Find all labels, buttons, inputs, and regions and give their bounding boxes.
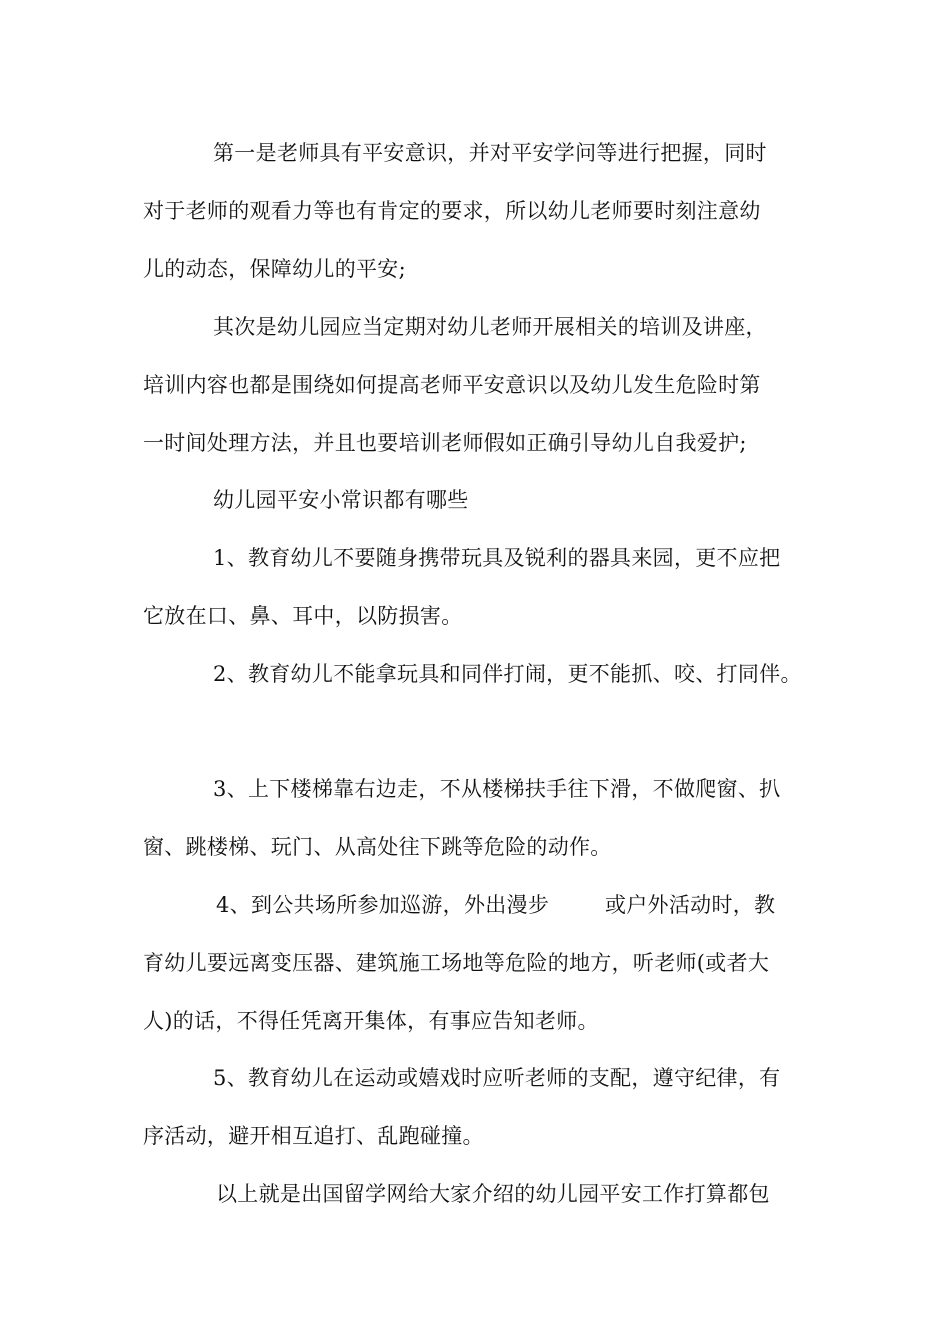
- list-item-line: 窗、跳楼梯、玩门、从高处往下跳等危险的动作。: [143, 835, 612, 859]
- list-item-line: 5、教育幼儿在运动或嬉戏时应听老师的支配，遵守纪律，有: [213, 1066, 781, 1090]
- paragraph-line: 第一是老师具有平安意识，并对平安学问等进行把握，同时: [213, 141, 767, 165]
- list-item-line: 它放在口、鼻、耳中，以防损害。: [143, 604, 463, 628]
- section-heading: 幼儿园平安小常识都有哪些: [213, 488, 469, 512]
- paragraph-line: 一时间处理方法，并且也要培训老师假如正确引导幼儿自我爱护;: [143, 431, 747, 455]
- paragraph-line: 儿的动态，保障幼儿的平安;: [143, 257, 406, 281]
- list-item-line: 人)的话，不得任凭离开集体，有事应告知老师。: [143, 1009, 599, 1033]
- list-item-line: 2、教育幼儿不能拿玩具和同伴打闹，更不能抓、咬、打同伴。: [213, 662, 802, 686]
- list-item-line: 序活动，避开相互追打、乱跑碰撞。: [143, 1124, 484, 1148]
- paragraph-line: 其次是幼儿园应当定期对幼儿老师开展相关的培训及讲座，: [213, 315, 767, 339]
- paragraph-line: 对于老师的观看力等也有肯定的要求，所以幼儿老师要时刻注意幼: [143, 199, 761, 223]
- list-item-line: 育幼儿要远离变压器、建筑施工场地等危险的地方，听老师(或者大: [143, 951, 770, 975]
- list-item-line: 1、教育幼儿不要随身携带玩具及锐利的器具来园，更不应把: [213, 546, 781, 570]
- list-item-line: 4、到公共场所参加巡游，外出漫步 或户外活动时，教: [216, 893, 776, 917]
- list-item-line: 3、上下楼梯靠右边走，不从楼梯扶手往下滑，不做爬窗、扒: [213, 777, 781, 801]
- paragraph-line: 以上就是出国留学网给大家介绍的幼儿园平安工作打算都包: [216, 1182, 770, 1206]
- paragraph-line: 培训内容也都是围绕如何提高老师平安意识以及幼儿发生危险时第: [143, 373, 761, 397]
